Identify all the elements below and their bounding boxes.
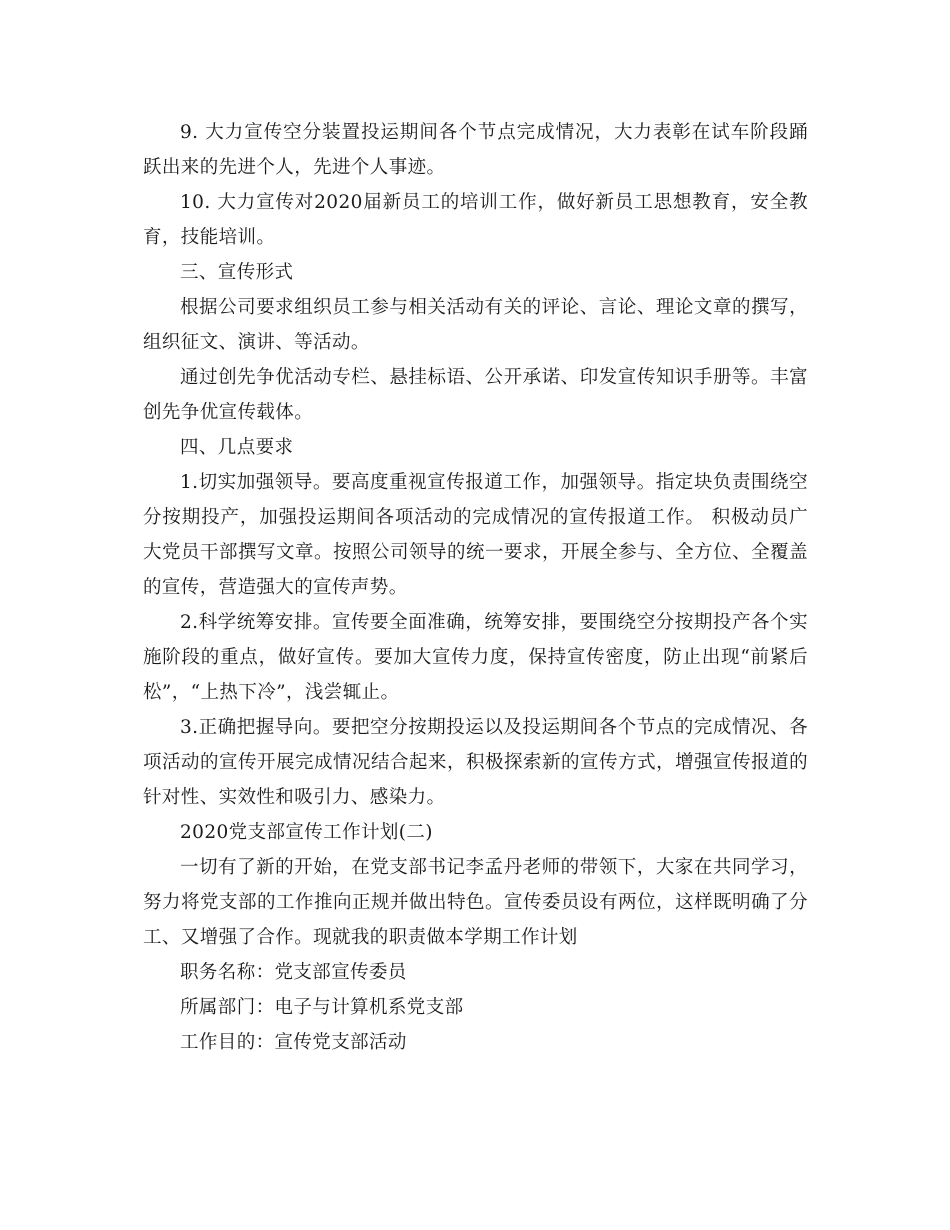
work-purpose-line: 工作目的：宣传党支部活动 xyxy=(180,1032,407,1053)
section-heading-publicity-forms: 三、宣传形式 xyxy=(180,262,294,283)
requirement-1-paragraph: 1.切实加强领导。要高度重视宣传报道工作，加强领导。指定块负责围绕空分按期投产，加强投运期间各项活动的完成情况的宣传报道工作。 积极动员广大党员干部撰写文章。按照公司领导的统一要求，开展全参与、全方位、全覆盖的宣传，营造强大的宣传声势。 xyxy=(143,472,808,598)
plan-two-intro-paragraph: 一切有了新的开始，在党支部书记李孟丹老师的带领下，大家在共同学习，努力将党支部的工作推向正规并做出特色。宣传委员设有两位，这样既明确了分工、又增强了合作。现就我的职责做本学期工作计划 xyxy=(143,857,808,948)
plan-two-title: 2020党支部宣传工作计划(二) xyxy=(180,822,433,843)
job-title-line: 职务名称：党支部宣传委员 xyxy=(180,962,407,983)
publicity-forms-paragraph-1: 根据公司要求组织员工参与相关活动有关的评论、言论、理论文章的撰写，组织征文、演讲、等活动。 xyxy=(143,297,808,353)
section-heading-requirements: 四、几点要求 xyxy=(180,437,294,458)
requirement-2-paragraph: 2.科学统筹安排。宣传要全面准确，统筹安排，要围绕空分按期投产各个实施阶段的重点，做好宣传。要加大宣传力度，保持宣传密度，防止出现“前紧后松”，“上热下冷”，浅尝辄止。 xyxy=(143,612,808,703)
publicity-forms-paragraph-2: 通过创先争优活动专栏、悬挂标语、公开承诺、印发宣传知识手册等。丰富创先争优宣传载体。 xyxy=(143,367,808,423)
document-body xyxy=(143,115,808,1060)
item-10-paragraph: 10. 大力宣传对2020届新员工的培训工作，做好新员工思想教育，安全教育，技能培训。 xyxy=(143,192,808,248)
requirement-3-paragraph: 3.正确把握导向。要把空分按期投运以及投运期间各个节点的完成情况、各项活动的宣传开展完成情况结合起来，积极探索新的宣传方式，增强宣传报道的针对性、实效性和吸引力、感染力。 xyxy=(143,717,808,808)
department-line: 所属部门：电子与计算机系党支部 xyxy=(180,997,464,1018)
item-9-paragraph: 9. 大力宣传空分装置投运期间各个节点完成情况，大力表彰在试车阶段踊跃出来的先进个人，先进个人事迹。 xyxy=(143,122,808,178)
